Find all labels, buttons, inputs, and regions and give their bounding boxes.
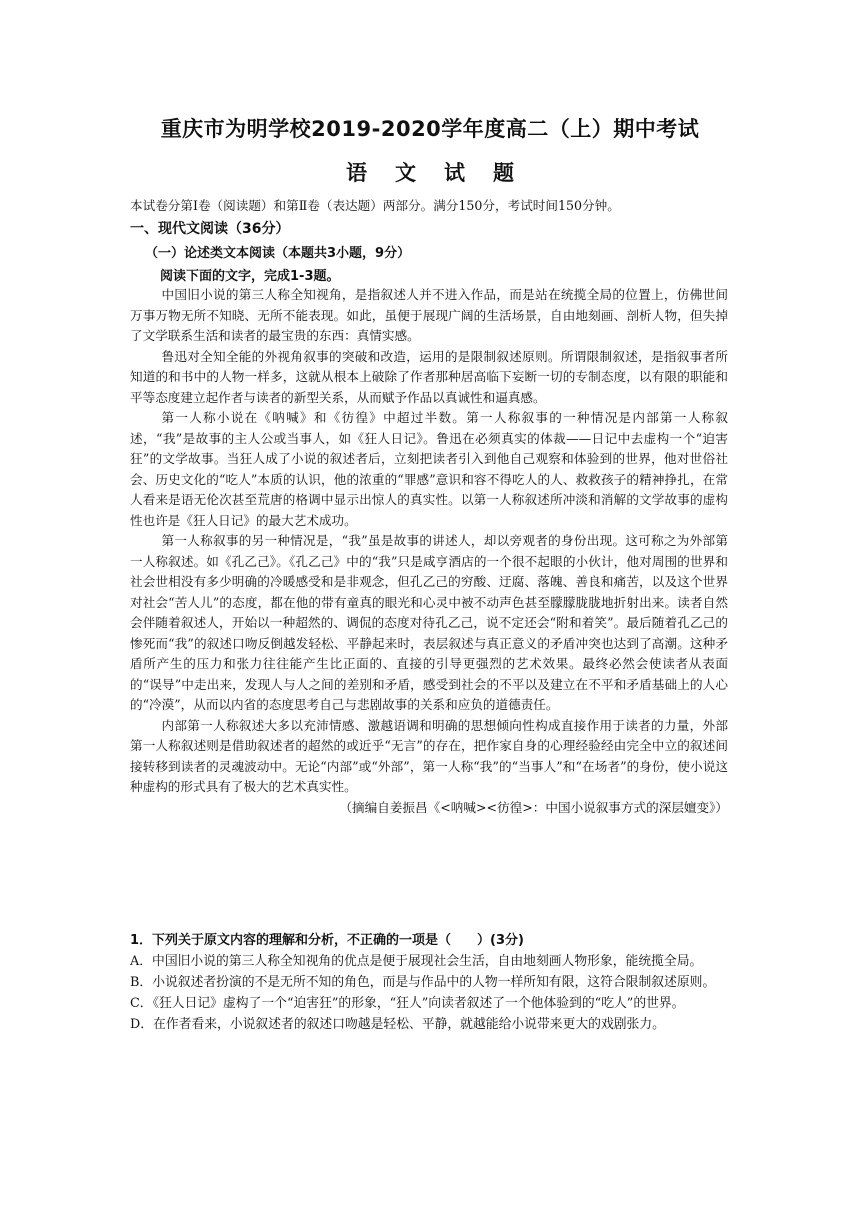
passage-paragraph: 内部第一人称叙述大多以充沛情感、激越语调和明确的思想倾向性构成直接作用于读者的力量，外部第一人称叙述则是借助叙述者的超然的或近乎“无言”的存在，把作家自身的心理经验经由完全中立的叙述间接转移到读者的灵魂波动中。无论“内部”或“外部”，第一人称“我”的“当事人”和“在场者”的身份，使小说这种虚构的形式具有了极大的艺术真实性。 xyxy=(130,717,728,794)
question-stem: 1．下列关于原文内容的理解和分析，不正确的一项是（ ）(3分) xyxy=(130,933,524,948)
exam-title: 重庆市为明学校2019-2020学年度高二（上）期中考试 xyxy=(160,117,700,141)
passage-paragraph: 鲁迅对全知全能的外视角叙事的突破和改造，运用的是限制叙述原则。所谓限制叙述，是指叙事者所知道的和书中的人物一样多，这就从根本上破除了作者那种居高临下妄断一切的专制态度，以有限的职能和平等态度建立起作者与读者的新型关系，从而赋予作品以真诚性和逼真感。 xyxy=(130,348,728,405)
passage-paragraph: 第一人称叙事的另一种情况是，“我”虽是故事的讲述人，却以旁观者的身份出现。这可称之为外部第一人称叙述。如《孔乙己》。《孔乙己》中的“我”只是咸亨酒店的一个很不起眼的小伙计，他对周围的世界和社会世相没有多少明确的冷暖感受和是非观念，但孔乙己的穷酸、迂腐、落魄、善良和痛苦，以及这个世界对社会“苦人儿”的态度，都在他的带有童真的眼光和心灵中被不动声色甚至朦朦胧胧地折射出来。读者自然会伴随着叙述人，开始以一种超然的、调侃的态度对待孔乙己，说不定还会“附和着笑”。最后随着孔乙己的惨死而“我”的叙述口吻反倒越发轻松、平静起来时，表层叙述与真正意义的矛盾冲突也达到了高潮。这种矛盾所产生的压力和张力往往能产生比正面的、直接的引导更强烈的艺术效果。最终必然会使读者从表面的“误导”中走出来，发现人与人之间的差别和矛盾，感受到社会的不平以及建立在不平和矛盾基础上的人心的“冷漠”，从而以内省的态度思考自己与悲剧故事的关系和应负的道德责任。 xyxy=(130,533,728,712)
passage xyxy=(130,285,728,818)
section-heading: 一、现代文阅读（36分） xyxy=(130,221,290,237)
reading-instruction: 阅读下面的文字，完成1-3题。 xyxy=(160,269,340,284)
exam-intro: 本试卷分第Ⅰ卷（阅读题）和第Ⅱ卷（表达题）两部分。满分150分，考试时间150分钟。 xyxy=(130,198,620,213)
question-1 xyxy=(130,930,728,1035)
option-a: A．中国旧小说的第三人称全知视角的优点是便于展现社会生活，自由地刻画人物形象，能统揽全局。 xyxy=(130,954,703,969)
subsection-heading: （一）论述类文本阅读（本题共3小题，9分） xyxy=(145,246,411,261)
option-c: C．《狂人日记》虚构了一个“迫害狂”的形象，“狂人”向读者叙述了一个他体验到的“吃人”的世界。 xyxy=(130,996,685,1011)
passage-paragraph: 中国旧小说的第三人称全知视角，是指叙述人并不进入作品，而是站在统揽全局的位置上，仿佛世间万事万物无所不知晓、无所不能表现。如此，虽便于展现广阔的生活场景，自由地刻画、剖析人物，但失掉了文学联系生活和读者的最宝贵的东西：真情实感。 xyxy=(130,287,728,343)
subject-title: 语文试题 xyxy=(346,161,542,185)
passage-paragraph: 第一人称小说在《呐喊》和《彷徨》中超过半数。第一人称叙事的一种情况是内部第一人称叙述，“我”是故事的主人公或当事人，如《狂人日记》。鲁迅在必须真实的体裁——日记中去虚构一个“迫害狂”的文学故事。当狂人成了小说的叙述者后，立刻把读者引入到他自己观察和体验到的世界，他对世俗社会、历史文化的“吃人”本质的认识，他的浓重的“罪感”意识和容不得吃人的人、救救孩子的精神挣扎，在常人看来是语无伦次甚至荒唐的格调中显示出惊人的真实性。以第一人称叙述所冲淡和消解的文学故事的虚构性也许是《狂人日记》的最大艺术成功。 xyxy=(130,410,728,528)
option-d: D．在作者看来，小说叙述者的叙述口吻越是轻松、平静，就越能给小说带来更大的戏剧张力。 xyxy=(130,1017,665,1032)
option-b: B．小说叙述者扮演的不是无所不知的角色，而是与作品中的人物一样所知有限，这符合限制叙述原则。 xyxy=(130,975,716,990)
passage-source: （摘编自姜振昌《<呐喊><彷徨>：中国小说叙事方式的深层嬗变》） xyxy=(339,799,728,815)
